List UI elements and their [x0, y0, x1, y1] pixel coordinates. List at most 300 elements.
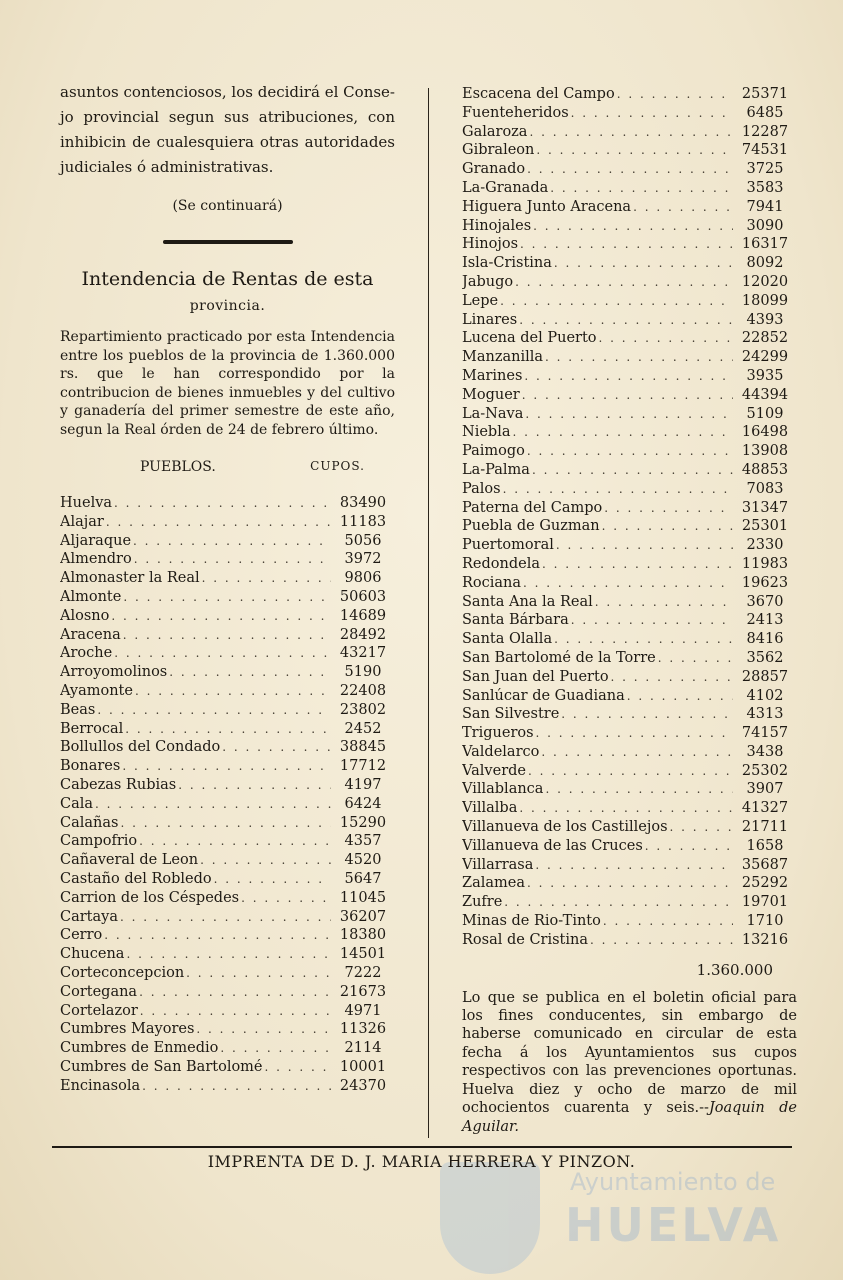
quota-value: 3562: [746, 649, 784, 666]
table-row: [462, 274, 797, 293]
leader-dots: [543, 350, 733, 364]
table-row: [462, 650, 797, 669]
leader-dots: [527, 125, 733, 139]
leader-dots: [218, 1041, 331, 1055]
footer-rule: [52, 1146, 792, 1148]
leader-dots: [534, 143, 733, 157]
quota-value: 25301: [741, 518, 789, 535]
column-divider: [428, 88, 429, 1138]
town-name: Villanueva de las Cruces: [462, 837, 643, 854]
table-row: [60, 984, 395, 1003]
table-row: [462, 349, 797, 368]
table-row: [462, 500, 797, 519]
leader-dots: [112, 496, 331, 510]
quota-value: 12287: [741, 123, 789, 140]
leader-dots: [112, 646, 331, 660]
town-name: Villanueva de los Castillejos: [462, 819, 668, 836]
table-row: [60, 1021, 395, 1040]
town-name: San Silvestre: [462, 706, 560, 723]
table-row: [60, 570, 395, 589]
closing-paragraph: [462, 989, 797, 1136]
quota-value: 36207: [339, 908, 387, 925]
leader-dots: [601, 914, 733, 928]
table-row: [462, 255, 797, 274]
leader-dots: [656, 651, 733, 665]
column-header-pueblos: PUEBLOS.: [140, 459, 216, 475]
town-name: Bollullos del Condado: [60, 739, 221, 756]
quota-value: 25292: [741, 875, 789, 892]
quota-value: 11983: [741, 555, 789, 572]
leader-dots: [194, 1022, 331, 1036]
section-heading: Intendencia de Rentas de esta: [81, 268, 374, 290]
quota-value: 13908: [741, 443, 789, 460]
leader-dots: [588, 933, 733, 947]
intro-paragraph: Repartimiento practicado por esta Intendencia entre los pueblos de la provincia de 1.360.000 rs. que le han correspondido por la contribucion de bienes inmuebles y del cultivo y ganadería del primer semestre de este año, segun la Real órden de 24 de febrero último.: [60, 329, 395, 438]
table-row: [60, 589, 395, 608]
leader-dots: [95, 703, 331, 717]
town-name: Santa Ana la Real: [462, 593, 593, 610]
quota-value: 18380: [339, 927, 387, 944]
quota-value: 5190: [344, 664, 382, 681]
leader-dots: [526, 764, 733, 778]
town-name: Redondela: [462, 555, 540, 572]
quota-value: 43217: [339, 645, 387, 662]
town-name: Cala: [60, 795, 94, 812]
quota-value: 18099: [741, 292, 789, 309]
quota-value: 31347: [741, 499, 789, 516]
table-row: [60, 645, 395, 664]
table-row: [462, 932, 797, 951]
table-row: [462, 236, 797, 255]
table-row: [462, 462, 797, 481]
quota-value: 2413: [746, 612, 784, 629]
town-name: Bonares: [60, 758, 121, 775]
leader-dots: [517, 801, 733, 815]
table-row: [462, 838, 797, 857]
quota-value: 19701: [741, 894, 789, 911]
quota-value: 2114: [344, 1040, 382, 1057]
leader-dots: [118, 910, 331, 924]
town-name: Villarrasa: [462, 856, 534, 873]
table-row: [462, 330, 797, 349]
town-name: Zalamea: [462, 875, 525, 892]
town-name: Cartaya: [60, 908, 118, 925]
town-name: Trigueros: [462, 725, 534, 742]
town-name: Gibraleon: [462, 142, 535, 159]
table-row: [60, 758, 395, 777]
table-row: [60, 627, 395, 646]
town-name: Cortelazor: [60, 1002, 138, 1019]
table-row: [60, 815, 395, 834]
quota-value: 4520: [344, 852, 382, 869]
quota-value: 3090: [746, 217, 784, 234]
signature: Joaquin de Aguilar.: [462, 1100, 797, 1135]
quota-value: 3670: [746, 593, 784, 610]
quota-value: 11326: [339, 1021, 387, 1038]
leader-dots: [102, 928, 331, 942]
table-row: [60, 909, 395, 928]
leader-dots: [132, 552, 331, 566]
quota-value: 12020: [741, 273, 789, 290]
table-row: [60, 1040, 395, 1059]
quota-value: 21711: [741, 819, 789, 836]
leader-dots: [167, 665, 331, 679]
leader-dots: [534, 726, 733, 740]
leader-dots: [539, 745, 733, 759]
town-name: Santa Bárbara: [462, 612, 569, 629]
table-row: [60, 1078, 395, 1097]
town-name: Cañaveral de Leon: [60, 852, 199, 869]
table-row: [462, 86, 797, 105]
town-name: La-Nava: [462, 405, 524, 422]
town-name: Cumbres Mayores: [60, 1021, 195, 1038]
quota-value: 41327: [741, 800, 789, 817]
table-row: [462, 894, 797, 913]
leader-dots: [124, 947, 331, 961]
town-name: Aracena: [60, 626, 121, 643]
table-row: [462, 368, 797, 387]
quota-value: 5109: [746, 405, 784, 422]
closing-text: Lo que se publica en el boletin oficial para los fines conducentes, sin embargo de haberse comunicado en circular de esta fecha á los Ayuntamientos sus cupos respectivos con las prevenciones oportunas. Huelva diez y ocho de marzo de mil ochocientos cuarenta y seis.--: [462, 989, 797, 1117]
quota-value: 1710: [746, 913, 784, 930]
leader-dots: [121, 590, 331, 604]
town-name: Puertomoral: [462, 537, 554, 554]
table-row: [60, 495, 395, 514]
leader-dots: [533, 858, 733, 872]
town-name: San Juan del Puerto: [462, 668, 609, 685]
leader-dots: [517, 313, 733, 327]
town-name: Villalba: [462, 800, 518, 817]
leader-dots: [184, 966, 331, 980]
table-row: [60, 739, 395, 758]
quota-value: 10001: [339, 1058, 387, 1075]
right-column: [462, 80, 797, 1136]
to-be-continued-note: (Se continuará): [172, 198, 283, 214]
leader-dots: [593, 595, 733, 609]
quota-value: 1658: [746, 837, 784, 854]
town-name: Hinojales: [462, 217, 532, 234]
table-row: [60, 514, 395, 533]
leader-dots: [668, 820, 733, 834]
leader-dots: [198, 853, 331, 867]
leader-dots: [513, 275, 733, 289]
quota-value: 23802: [339, 701, 387, 718]
watermark-line2: HUELVA: [565, 1198, 782, 1252]
leader-dots: [569, 613, 733, 627]
table-row: [462, 312, 797, 331]
table-row: [462, 800, 797, 819]
quota-value: 24299: [741, 349, 789, 366]
table-row: [60, 1059, 395, 1078]
table-row: [462, 443, 797, 462]
section-subheading: provincia.: [189, 298, 266, 314]
quota-value: 4971: [344, 1002, 382, 1019]
table-row: [462, 688, 797, 707]
town-name: San Bartolomé de la Torre: [462, 649, 656, 666]
town-name: Paterna del Campo: [462, 499, 603, 516]
leader-dots: [93, 797, 331, 811]
quota-value: 16317: [741, 236, 789, 253]
town-name: Huelva: [60, 495, 113, 511]
table-row: [462, 612, 797, 631]
table-row: [60, 721, 395, 740]
table-row: [462, 537, 797, 556]
quota-value: 28492: [339, 626, 387, 643]
town-name: Escacena del Campo: [462, 86, 615, 102]
table-row: [462, 875, 797, 894]
leader-dots: [200, 571, 331, 585]
quota-value: 35687: [741, 856, 789, 873]
town-name: Berrocal: [60, 720, 124, 737]
leader-dots: [138, 1004, 331, 1018]
quota-value: 3907: [746, 781, 784, 798]
leader-dots: [525, 876, 733, 890]
table-row: [462, 424, 797, 443]
quota-value: 22408: [339, 682, 387, 699]
table-row: [462, 218, 797, 237]
leader-dots: [552, 632, 733, 646]
leader-dots: [498, 294, 733, 308]
quota-value: 7083: [746, 480, 784, 497]
town-name: Cumbres de San Bartolomé: [60, 1058, 263, 1075]
quota-value: 24370: [339, 1077, 387, 1094]
leader-dots: [118, 816, 331, 830]
town-name: Valdelarco: [462, 743, 540, 760]
town-name: Jabugo: [462, 273, 514, 290]
leader-dots: [643, 839, 733, 853]
table-row: [60, 702, 395, 721]
quota-value: 74157: [741, 725, 789, 742]
table-row: [462, 857, 797, 876]
town-name: Aljaraque: [60, 532, 132, 549]
quota-value: 3438: [746, 743, 784, 760]
table-row: [462, 669, 797, 688]
quota-value: 13216: [741, 931, 789, 948]
quota-value: 16498: [741, 424, 789, 441]
quota-value: 14501: [339, 946, 387, 963]
quota-value: 74531: [741, 142, 789, 159]
town-name: Cerro: [60, 927, 103, 944]
table-row: [60, 833, 395, 852]
table-row: [60, 777, 395, 796]
leader-dots: [137, 985, 331, 999]
leader-dots: [239, 891, 331, 905]
town-name: Cabezas Rubias: [60, 776, 177, 793]
leader-dots: [615, 87, 733, 101]
table-row: [462, 142, 797, 161]
town-name: La-Palma: [462, 461, 530, 478]
town-name: Valverde: [462, 762, 526, 779]
town-name: Rosal de Cristina: [462, 931, 589, 948]
town-name: Chucena: [60, 946, 125, 963]
town-name: Encinasola: [60, 1077, 141, 1094]
town-name: Sanlúcar de Guadiana: [462, 687, 625, 704]
quota-value: 38845: [339, 739, 387, 756]
town-name: Villablanca: [462, 781, 544, 798]
town-name: Alosno: [60, 607, 110, 624]
leader-dots: [548, 181, 733, 195]
quota-value: 25371: [741, 86, 789, 102]
quota-value: 15290: [339, 814, 387, 831]
town-name: Alajar: [60, 513, 104, 530]
printer-imprint: IMPRENTA DE D. J. MARIA HERRERA Y PINZON.: [207, 1152, 636, 1171]
table-row: [462, 556, 797, 575]
quota-value: 2452: [344, 720, 382, 737]
table-row: [462, 575, 797, 594]
leader-dots: [133, 684, 331, 698]
leader-dots: [552, 256, 733, 270]
leader-dots: [569, 106, 733, 120]
quota-value: 5647: [344, 870, 382, 887]
leader-dots: [104, 515, 331, 529]
table-row: [462, 594, 797, 613]
town-name: Niebla: [462, 424, 511, 441]
town-name: Isla-Cristina: [462, 255, 552, 272]
table-row: [462, 199, 797, 218]
table-row: [462, 913, 797, 932]
town-name: Beas: [60, 701, 96, 718]
leader-dots: [530, 463, 733, 477]
town-name: Puebla de Guzman: [462, 518, 600, 535]
town-name: Marines: [462, 367, 523, 384]
table-row: [60, 533, 395, 552]
table-row: [462, 180, 797, 199]
leader-dots: [263, 1060, 331, 1074]
leader-dots: [140, 1079, 331, 1093]
leader-dots: [502, 895, 733, 909]
town-name: Carrion de los Céspedes: [60, 889, 240, 906]
quota-value: 4313: [746, 706, 784, 723]
table-row: [462, 763, 797, 782]
town-name: Zufre: [462, 894, 503, 911]
leader-dots: [137, 834, 331, 848]
quota-value: 8416: [746, 631, 784, 648]
quota-value: 4102: [746, 687, 784, 704]
quota-value: 6424: [344, 795, 382, 812]
table-row: [462, 387, 797, 406]
left-allocation-table: [60, 495, 395, 1097]
leader-dots: [501, 482, 733, 496]
leader-dots: [525, 444, 733, 458]
town-name: Lepe: [462, 292, 499, 309]
leader-dots: [600, 519, 733, 533]
leader-dots: [518, 237, 733, 251]
table-row: [462, 161, 797, 180]
town-name: Manzanilla: [462, 349, 544, 366]
quota-value: 3725: [746, 161, 784, 178]
table-row: [462, 105, 797, 124]
table-row: [462, 481, 797, 500]
right-allocation-table: [462, 86, 797, 951]
table-header: [60, 459, 395, 475]
table-row: [462, 781, 797, 800]
leader-dots: [597, 331, 733, 345]
table-row: [462, 725, 797, 744]
town-name: Minas de Rio-Tinto: [462, 913, 601, 930]
table-row: [462, 406, 797, 425]
left-column: [60, 80, 395, 1097]
leader-dots: [631, 200, 733, 214]
town-name: Fuenteheridos: [462, 104, 569, 121]
town-name: Linares: [462, 311, 518, 328]
quota-value: 22852: [741, 330, 789, 347]
table-row: [60, 683, 395, 702]
table-row: [462, 744, 797, 763]
leader-dots: [510, 425, 733, 439]
town-name: La-Granada: [462, 179, 549, 196]
town-name: Almendro: [60, 551, 132, 568]
table-row: [60, 1003, 395, 1022]
town-name: Palos: [462, 480, 501, 497]
continuation-paragraph: asuntos contenciosos, los decidirá el Conse-jo provincial segun sus atribuciones, con inhibicin de cualesquiera otras autoridades judiciales ó administrativas.: [60, 83, 395, 176]
town-name: Corteconcepcion: [60, 964, 185, 981]
leader-dots: [220, 740, 331, 754]
leader-dots: [540, 557, 733, 571]
town-name: Moguer: [462, 386, 520, 403]
table-row: [60, 965, 395, 984]
leader-dots: [525, 162, 733, 176]
table-row: [462, 706, 797, 725]
section-divider: [163, 240, 293, 244]
town-name: Almonaster la Real: [60, 570, 200, 587]
watermark-line1: Ayuntamiento de: [570, 1168, 776, 1196]
table-row: [462, 518, 797, 537]
table-row: [60, 871, 395, 890]
quota-value: 4357: [344, 833, 382, 850]
leader-dots: [523, 407, 733, 421]
total-amount: 1.360.000: [696, 960, 773, 979]
quota-value: 3972: [344, 551, 382, 568]
town-name: Castaño del Robledo: [60, 870, 212, 887]
quota-value: 6485: [746, 104, 784, 121]
quota-value: 3583: [746, 179, 784, 196]
leader-dots: [120, 759, 331, 773]
quota-value: 11045: [339, 889, 387, 906]
quota-value: 4197: [344, 776, 382, 793]
leader-dots: [554, 538, 733, 552]
table-row: [60, 796, 395, 815]
quota-value: 14689: [339, 607, 387, 624]
leader-dots: [176, 778, 331, 792]
leader-dots: [522, 369, 733, 383]
leader-dots: [121, 628, 331, 642]
town-name: Granado: [462, 161, 526, 178]
table-row: [462, 819, 797, 838]
quota-value: 83490: [339, 495, 387, 511]
leader-dots: [609, 670, 733, 684]
leader-dots: [521, 576, 733, 590]
leader-dots: [123, 722, 331, 736]
table-row: [60, 946, 395, 965]
table-row: [462, 631, 797, 650]
quota-value: 50603: [339, 588, 387, 605]
table-row: [60, 927, 395, 946]
quota-value: 25302: [741, 762, 789, 779]
quota-value: 9806: [344, 570, 382, 587]
town-name: Campofrio: [60, 833, 138, 850]
leader-dots: [625, 689, 733, 703]
leader-dots: [602, 501, 733, 515]
table-row: [462, 124, 797, 143]
town-name: Lucena del Puerto: [462, 330, 597, 347]
town-name: Calañas: [60, 814, 119, 831]
leader-dots: [212, 872, 331, 886]
quota-value: 5056: [344, 532, 382, 549]
quota-value: 7222: [344, 964, 382, 981]
leader-dots: [559, 707, 733, 721]
quota-value: 7941: [746, 198, 784, 215]
town-name: Santa Olalla: [462, 631, 553, 648]
